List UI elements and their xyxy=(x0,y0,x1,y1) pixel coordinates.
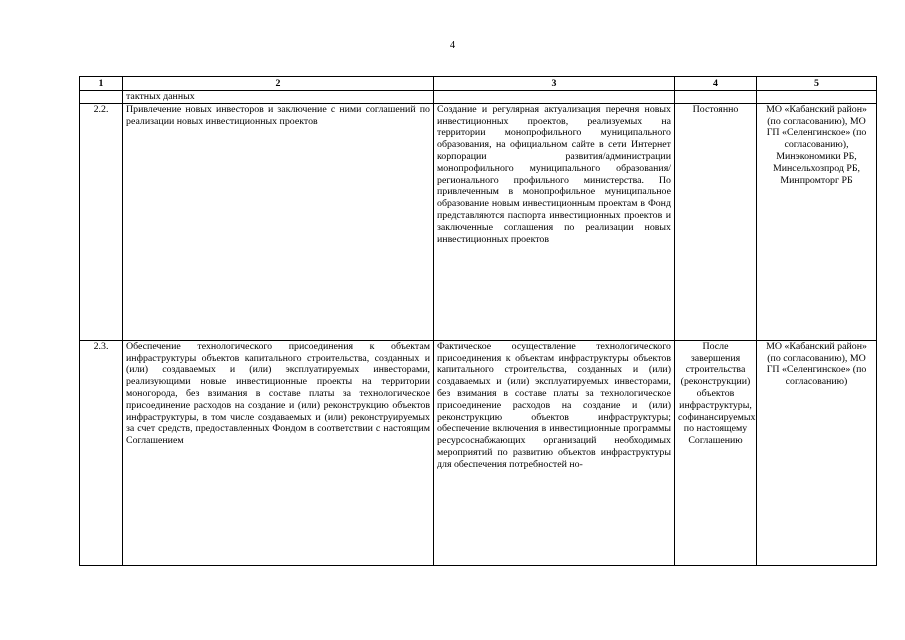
term-cell: Постоянно xyxy=(675,103,757,340)
table-row xyxy=(80,103,877,340)
result-cell: Фактическое осуществление технологического присоединения к объектам инфраструктуры объектов капитального строительства, созданных и (или) создаваемых и (или) эксплуатируемых инвесторами, без взимания в составе платы за технологическое присоединение расходов на создание и (или) реконструкцию объектов инфраструктуры; обеспечение включения в инвестиционные программы ресурсоснабжающих организаций необходимых мероприятий по развитию объектов инфраструктуры для обеспечения потребностей но- xyxy=(434,340,675,565)
continuation-col-3 xyxy=(434,91,675,104)
activity-cell: Привлечение новых инвесторов и заключение с ними соглашений по реализации новых инвестиционных проектов xyxy=(123,103,434,340)
table-row-continuation xyxy=(80,91,877,104)
result-cell: Создание и регулярная актуализация перечня новых инвестиционных проектов, реализуемых на территории монопрофильного муниципального образования, на официальном сайте в сети Интернет корпорации развития/администрации монопрофильного муниципального образования/регионального профильного министерства. По привлеченным в монопрофильное муниципальное образование новым инвестиционным проектам в Фонд представляются паспорта инвестиционных проектов и заключенные соглашения по реализации новых инвестиционных проектов xyxy=(434,103,675,340)
row-number: 2.2. xyxy=(80,103,123,340)
row-number: 2.3. xyxy=(80,340,123,565)
table-header-row xyxy=(80,77,877,91)
continuation-col-5 xyxy=(757,91,877,104)
table-row xyxy=(80,340,877,565)
header-col-4: 4 xyxy=(675,77,757,91)
header-col-1: 1 xyxy=(80,77,123,91)
continuation-col-1 xyxy=(80,91,123,104)
header-col-5: 5 xyxy=(757,77,877,91)
header-col-2: 2 xyxy=(123,77,434,91)
continuation-col-2: тактных данных xyxy=(123,91,434,104)
page-number: 4 xyxy=(449,40,456,51)
continuation-col-4 xyxy=(675,91,757,104)
term-cell: После завершения строительства (реконструкции) объектов инфраструктуры, софинансируемых по настоящему Соглашению xyxy=(675,340,757,565)
responsible-cell: МО «Кабанский район» (по согласованию), МО ГП «Селенгинское» (по согласованию), Минэкономики РБ, Минсельхозпрод РБ, Минпромторг РБ xyxy=(757,103,877,340)
measures-table xyxy=(79,76,877,566)
header-col-3: 3 xyxy=(434,77,675,91)
responsible-cell: МО «Кабанский район» (по согласованию), МО ГП «Селенгинское» (по согласованию) xyxy=(757,340,877,565)
activity-cell: Обеспечение технологического присоединения к объектам инфраструктуры объектов капитального строительства, созданных и (или) создаваемых и (или) эксплуатируемых инвесторами, реализующими новые инвестиционные проекты на территории моногорода, без взимания в составе платы за технологическое присоединение расходов на создание и (или) реконструкцию объектов инфраструктуры, в том числе создаваемых и (или) реконструируемых за счет средств, предоставленных Фондом в соответствии с настоящим Соглашением xyxy=(123,340,434,565)
